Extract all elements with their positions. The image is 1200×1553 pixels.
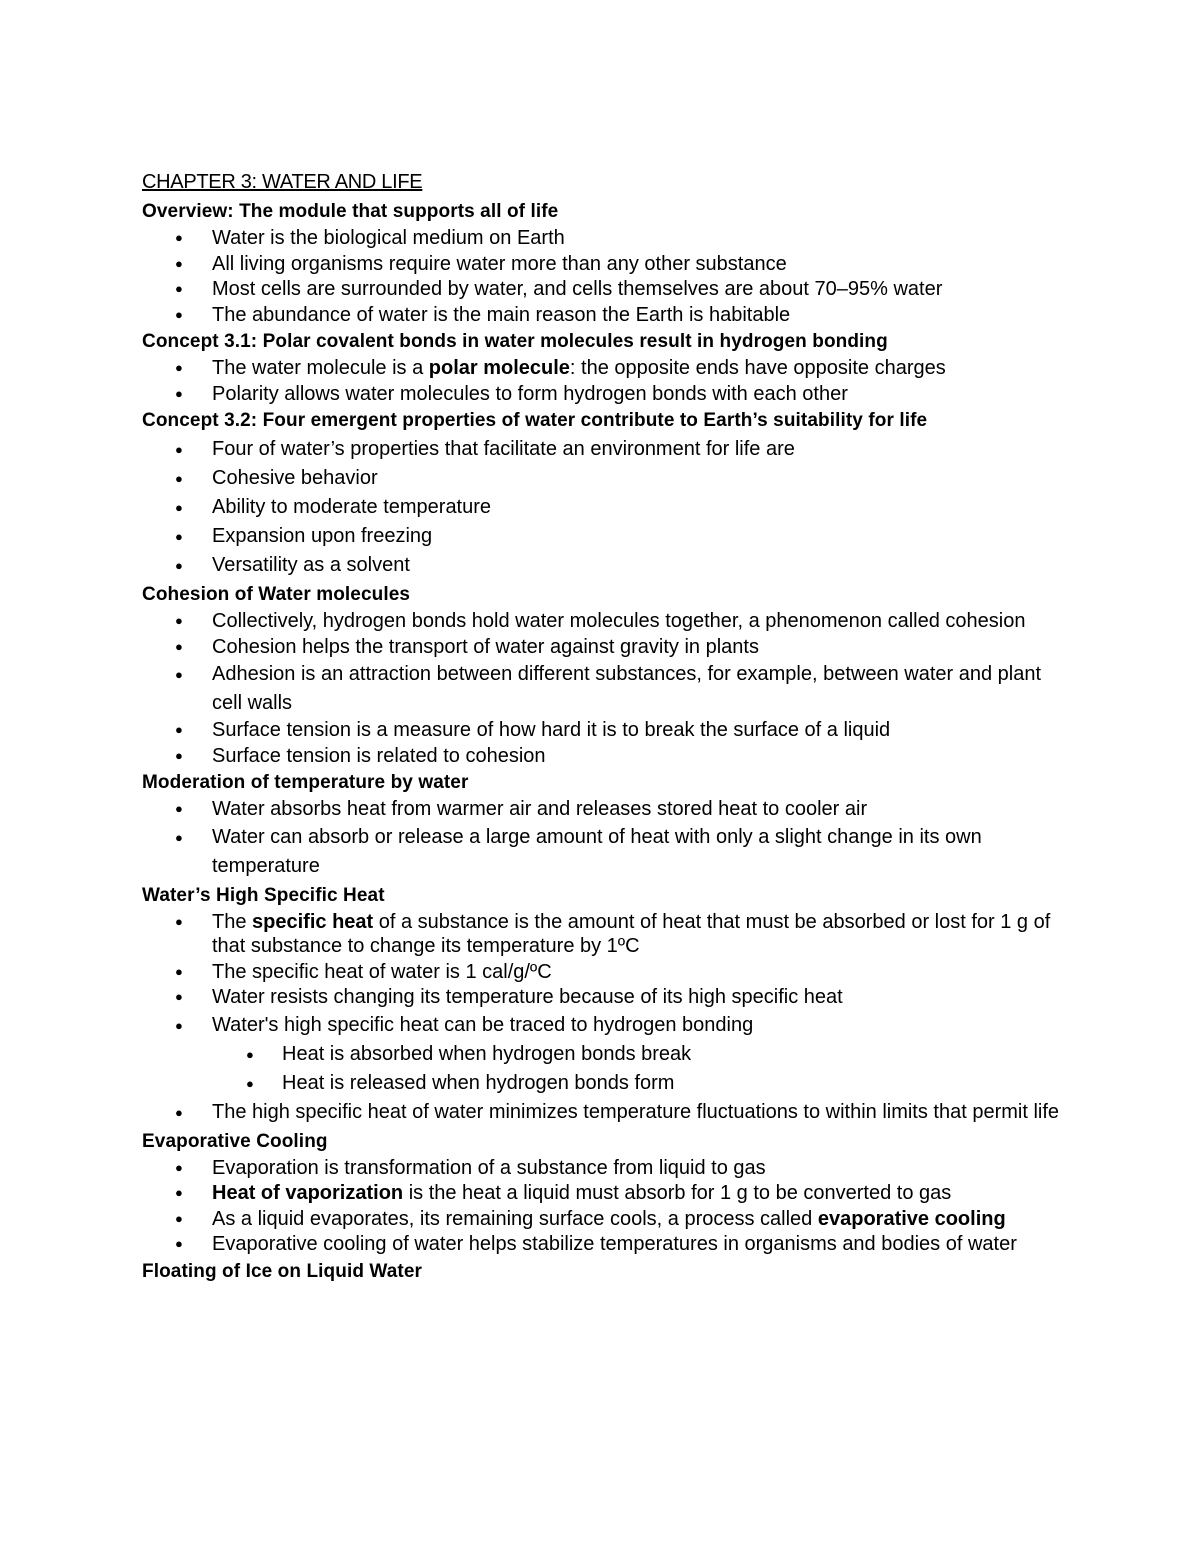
bullet-list-evaporative-cooling bbox=[142, 1156, 1072, 1257]
item-text: : the opposite ends have opposite charges bbox=[569, 357, 946, 379]
list-item bbox=[142, 1207, 1072, 1232]
list-item: ● Water is the biological medium on Earth bbox=[142, 226, 1072, 251]
list-item: ● Surface tension is a measure of how hard it is to break the surface of a liquid bbox=[142, 718, 1072, 743]
item-text: The water molecule is a bbox=[212, 357, 429, 379]
section-heading-concept-3-1: Concept 3.1: Polar covalent bonds in water molecules result in hydrogen bonding bbox=[142, 331, 888, 352]
list-item: ● Collectively, hydrogen bonds hold water molecules together, a phenomenon called cohesion bbox=[142, 609, 1072, 634]
section-heading-specific-heat: Water’s High Specific Heat bbox=[142, 884, 385, 906]
section-heading-moderation: Moderation of temperature by water bbox=[142, 772, 469, 793]
list-item: ● Water can absorb or release a large amount of heat with only a slight change in its own temperature bbox=[142, 823, 1072, 881]
list-item bbox=[142, 1181, 1072, 1206]
bullet-list-specific-heat bbox=[142, 910, 1072, 1127]
item-text: of a substance is the amount of heat that must be absorbed or lost for 1 g of that substance to change its temperature by 1ºC bbox=[212, 910, 1051, 957]
list-item: ● Four of water’s properties that facilitate an environment for life are bbox=[142, 435, 1072, 464]
chapter-title: CHAPTER 3: WATER AND LIFE bbox=[142, 171, 423, 193]
bullet-list-cohesion bbox=[142, 609, 1072, 768]
list-item: ● The specific heat of water is 1 cal/g/ºC bbox=[142, 960, 1072, 985]
list-item: ● All living organisms require water more than any other substance bbox=[142, 252, 1072, 277]
bullet-list-concept-3-1 bbox=[142, 356, 1072, 406]
list-item: ● Water absorbs heat from warmer air and releases stored heat to cooler air bbox=[142, 797, 1072, 822]
sub-list-item: ● Heat is released when hydrogen bonds form bbox=[142, 1069, 1072, 1098]
list-item: ● Versatility as a solvent bbox=[142, 551, 1072, 580]
item-text: The bbox=[212, 910, 253, 933]
item-text: As a liquid evaporates, its remaining surface cools, a process called bbox=[212, 1207, 818, 1230]
list-item: ● Water resists changing its temperature because of its high specific heat bbox=[142, 985, 1072, 1010]
section-heading-concept-3-2: Concept 3.2: Four emergent properties of water contribute to Earth’s suitability for life bbox=[142, 410, 928, 431]
document-body bbox=[142, 169, 1072, 1286]
list-item: ● Adhesion is an attraction between different substances, for example, between water and plant cell walls bbox=[142, 660, 1072, 718]
bullet-list-concept-3-2 bbox=[142, 435, 1072, 580]
list-item: ● Expansion upon freezing bbox=[142, 522, 1072, 551]
sub-list-item: ● Heat is absorbed when hydrogen bonds break bbox=[142, 1040, 1072, 1069]
list-item: ● The abundance of water is the main reason the Earth is habitable bbox=[142, 303, 1072, 328]
section-heading-floating-ice: Floating of Ice on Liquid Water bbox=[142, 1260, 422, 1282]
list-item: ● Polarity allows water molecules to form hydrogen bonds with each other bbox=[142, 382, 1072, 407]
bold-term: Heat of vaporization bbox=[212, 1182, 404, 1204]
bullet-list-moderation bbox=[142, 797, 1072, 881]
list-item: ● Cohesion helps the transport of water against gravity in plants bbox=[142, 635, 1072, 660]
list-item: ● Surface tension is related to cohesion bbox=[142, 744, 1072, 769]
list-item: ● The high specific heat of water minimizes temperature fluctuations to within limits that permit life bbox=[142, 1098, 1072, 1127]
bold-term: specific heat bbox=[252, 910, 374, 933]
list-item bbox=[142, 910, 1072, 959]
item-text: is the heat a liquid must absorb for 1 g to be converted to gas bbox=[403, 1182, 952, 1204]
bullet-list-overview bbox=[142, 226, 1072, 327]
list-item: ● Cohesive behavior bbox=[142, 464, 1072, 493]
section-heading-cohesion: Cohesion of Water molecules bbox=[142, 584, 411, 605]
list-item: ● Ability to moderate temperature bbox=[142, 493, 1072, 522]
bold-term: evaporative cooling bbox=[817, 1207, 1006, 1230]
section-heading-evaporative-cooling: Evaporative Cooling bbox=[142, 1130, 328, 1152]
bold-term: polar molecule bbox=[428, 357, 570, 379]
list-item: ● Evaporative cooling of water helps stabilize temperatures in organisms and bodies of water bbox=[142, 1232, 1072, 1257]
list-item: ● Water's high specific heat can be traced to hydrogen bonding bbox=[142, 1011, 1072, 1040]
list-item bbox=[142, 356, 1072, 381]
section-heading-overview: Overview: The module that supports all of life bbox=[142, 201, 559, 222]
list-item: ● Evaporation is transformation of a substance from liquid to gas bbox=[142, 1156, 1072, 1181]
list-item: ● Most cells are surrounded by water, and cells themselves are about 70–95% water bbox=[142, 277, 1072, 302]
